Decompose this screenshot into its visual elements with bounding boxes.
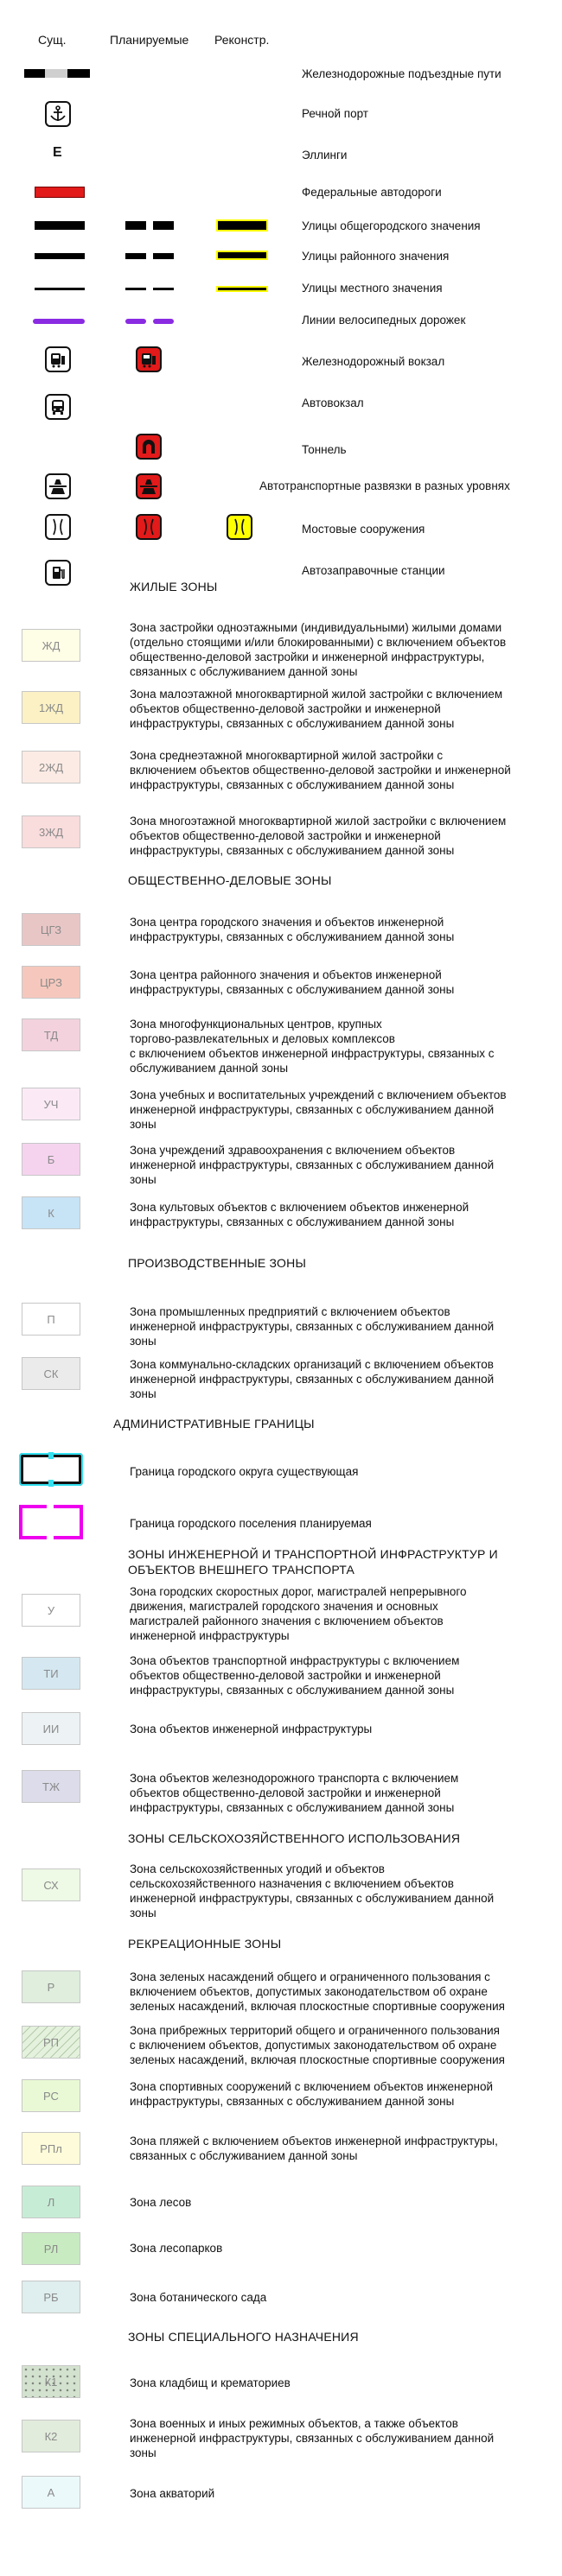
local-street-planned-a bbox=[125, 288, 146, 290]
zone-desc-ii: Зона объектов инженерной инфраструктуры bbox=[130, 1723, 373, 1735]
citywide-street-planned-b bbox=[153, 221, 174, 230]
section-agricultural: ЗОНЫ СЕЛЬСКОХОЗЯЙСТВЕННОГО ИСПОЛЬЗОВАНИЯ bbox=[128, 1831, 461, 1845]
anchor-icon bbox=[45, 101, 71, 127]
zone-desc-r: Зона зеленых насаждений общего и ограниченного пользования с включением объектов, допустимых законодательством об охране зеленых насаждений, включая плоскостные спортивные сооружения bbox=[130, 1970, 505, 2013]
zone-desc-td: Зона многофункциональных центров, крупных торгово-развлекательных и деловых комплексов с включением объектов инженерной инфраструктуры, связанных с обслуживанием данной зоны bbox=[130, 1018, 495, 1075]
district-street-existing bbox=[35, 253, 85, 259]
train-station-icon bbox=[45, 346, 71, 372]
zone-swatch-l: Л bbox=[22, 2186, 80, 2218]
zone-desc-ti: Зона объектов транспортной инфраструктуры с включением объектов общественно-деловой застройки и инженерной инфраструктуры, связанных с обслуживанием данной зоны bbox=[130, 1654, 460, 1697]
zone-desc-rp: Зона прибрежных территорий общего и ограниченного пользования с включением объектов, допустимых законодательством об охране зеленых насаждений, включая плоскостные спортивные сооружения bbox=[130, 2024, 505, 2066]
zone-swatch-r: Р bbox=[22, 1970, 80, 2003]
zone-swatch-3zhd: 3ЖД bbox=[22, 815, 80, 848]
bus-station-icon bbox=[45, 394, 71, 420]
admin-label-planned: Граница городского поселения планируемая bbox=[130, 1517, 372, 1530]
legend-label-river-port: Речной порт bbox=[302, 107, 368, 120]
zone-desc-zhd: Зона застройки одноэтажными (индивидуальными) жилыми домами (отдельно стоящими и/или блокированными) с включением объектов общественно-деловой застройки и инженерной инфраструктуры, связанных с обслуживанием данной зоны bbox=[130, 621, 507, 678]
zone-swatch-sk: СК bbox=[22, 1357, 80, 1390]
zone-desc-u: Зона городских скоростных дорог, магистралей непрерывного движения, магистралей городского значения и основных магистралей районного значения с включением объектов инженерной инфраструктуры bbox=[130, 1585, 467, 1642]
section-recreation: РЕКРЕАЦИОННЫЕ ЗОНЫ bbox=[128, 1937, 282, 1951]
local-street-reconstructed bbox=[216, 286, 268, 292]
legend-label-railway: Железнодорожные подъездные пути bbox=[302, 67, 501, 80]
zone-swatch-tsrz: ЦРЗ bbox=[22, 966, 80, 999]
bridge-planned-icon bbox=[136, 514, 162, 540]
district-street-planned-a bbox=[125, 253, 146, 259]
legend-label-local-streets: Улицы местного значения bbox=[302, 282, 443, 295]
zone-swatch-uch: УЧ bbox=[22, 1088, 80, 1120]
zone-swatch-ii: ИИ bbox=[22, 1712, 80, 1745]
bike-lane-planned-a bbox=[125, 319, 146, 324]
zone-swatch-k2: К2 bbox=[22, 2420, 80, 2452]
citywide-street-existing bbox=[35, 221, 85, 230]
legend-label-federal-highways: Федеральные автодороги bbox=[302, 186, 442, 199]
bike-lane-planned-b bbox=[153, 319, 174, 324]
zone-swatch-b: Б bbox=[22, 1143, 80, 1176]
legend-label-train-station: Железнодорожный вокзал bbox=[302, 355, 445, 368]
zone-swatch-ti: ТИ bbox=[22, 1657, 80, 1690]
legend-label-interchange: Автотранспортные развязки в разных уровнях bbox=[259, 479, 510, 492]
zone-desc-tsrz: Зона центра районного значения и объектов инженерной инфраструктуры, связанных с обслуживанием данной зоны bbox=[130, 968, 455, 996]
slipway-symbol: Е bbox=[53, 145, 62, 160]
zone-desc-k1: Зона кладбищ и крематориев bbox=[130, 2376, 291, 2389]
zone-swatch-rb: РБ bbox=[22, 2281, 80, 2313]
zone-swatch-tsgz: ЦГЗ bbox=[22, 913, 80, 946]
zone-desc-rl: Зона лесопарков bbox=[130, 2242, 223, 2255]
header-existing: Сущ. bbox=[38, 33, 67, 47]
zone-desc-k2: Зона военных и иных режимных объектов, а также объектов инженерной инфраструктуры, связанных с обслуживанием данной зоны bbox=[130, 2417, 495, 2459]
bridge-icon bbox=[45, 514, 71, 540]
zone-swatch-rpl: РПл bbox=[22, 2132, 80, 2165]
section-public: ОБЩЕСТВЕННО-ДЕЛОВЫЕ ЗОНЫ bbox=[128, 873, 332, 887]
legend-label-bus-station: Автовокзал bbox=[302, 397, 364, 409]
admin-boundary-existing-swatch bbox=[19, 1453, 83, 1486]
district-street-planned-b bbox=[153, 253, 174, 259]
admin-label-existing: Граница городского округа существующая bbox=[130, 1465, 359, 1478]
zone-swatch-k1: К1 bbox=[22, 2365, 80, 2398]
section-special: ЗОНЫ СПЕЦИАЛЬНОГО НАЗНАЧЕНИЯ bbox=[128, 2330, 359, 2344]
zone-desc-a: Зона акваторий bbox=[130, 2487, 215, 2500]
legend-label-bridges: Мостовые сооружения bbox=[302, 523, 425, 536]
legend-label-bike-lanes: Линии велосипедных дорожек bbox=[302, 314, 466, 327]
header-reconstructed: Реконстр. bbox=[214, 33, 270, 47]
zone-swatch-rp: РП bbox=[22, 2026, 80, 2059]
bridge-reconstructed-icon bbox=[227, 514, 252, 540]
interchange-planned-icon bbox=[136, 473, 162, 499]
section-engineering-line2: ОБЪЕКТОВ ВНЕШНЕГО ТРАНСПОРТА bbox=[128, 1563, 355, 1577]
federal-highway-symbol bbox=[35, 187, 85, 198]
section-admin: АДМИНИСТРАТИВНЫЕ ГРАНИЦЫ bbox=[113, 1417, 315, 1431]
legend-label-tunnel: Тоннель bbox=[302, 443, 347, 456]
tunnel-icon bbox=[136, 434, 162, 460]
zone-swatch-a: А bbox=[22, 2476, 80, 2509]
zone-desc-rb: Зона ботанического сада bbox=[130, 2291, 267, 2304]
zone-swatch-rs: РС bbox=[22, 2079, 80, 2112]
zone-desc-rpl: Зона пляжей с включением объектов инженерной инфраструктуры, связанных с обслуживанием данной зоны bbox=[130, 2135, 498, 2162]
zone-desc-skh: Зона сельскохозяйственных угодий и объектов сельскохозяйственного назначения с включением объектов инженерной инфраструктуры, связанных с обслуживанием данной зоны bbox=[130, 1862, 495, 1919]
section-engineering-line1: ЗОНЫ ИНЖЕНЕРНОЙ И ТРАНСПОРТНОЙ ИНФРАСТРУКТУР И bbox=[128, 1547, 498, 1561]
zone-swatch-1zhd: 1ЖД bbox=[22, 691, 80, 724]
legend-label-district-streets: Улицы районного значения bbox=[302, 250, 450, 263]
citywide-street-reconstructed bbox=[216, 219, 268, 232]
bike-lane-existing bbox=[33, 319, 85, 324]
citywide-street-planned-a bbox=[125, 221, 146, 230]
zone-swatch-rl: РЛ bbox=[22, 2232, 80, 2265]
zone-desc-rs: Зона спортивных сооружений с включением объектов инженерной инфраструктуры, связанных с обслуживанием данной зоны bbox=[130, 2080, 493, 2108]
railway-symbol bbox=[24, 68, 90, 79]
zone-desc-uch: Зона учебных и воспитательных учреждений с включением объектов инженерной инфраструктуры, связанных с обслуживанием данной зоны bbox=[130, 1088, 507, 1131]
admin-boundary-planned-swatch bbox=[19, 1505, 83, 1539]
zone-desc-l: Зона лесов bbox=[130, 2196, 192, 2209]
legend-label-slipways: Эллинги bbox=[302, 149, 348, 162]
zone-swatch-2zhd: 2ЖД bbox=[22, 751, 80, 784]
local-street-planned-b bbox=[153, 288, 174, 290]
zone-desc-k: Зона культовых объектов с включением объектов инженерной инфраструктуры, связанных с обслуживанием данной зоны bbox=[130, 1201, 469, 1228]
zone-swatch-skh: СХ bbox=[22, 1869, 80, 1901]
district-street-reconstructed bbox=[216, 251, 268, 260]
section-industrial: ПРОИЗВОДСТВЕННЫЕ ЗОНЫ bbox=[128, 1256, 307, 1270]
zone-swatch-td: ТД bbox=[22, 1018, 80, 1051]
zone-desc-sk: Зона коммунально-складских организаций с включением объектов инженерной инфраструктуры, связанных с обслуживанием данной зоны bbox=[130, 1358, 495, 1400]
interchange-icon bbox=[45, 473, 71, 499]
zone-swatch-u: У bbox=[22, 1594, 80, 1627]
zone-swatch-zhd: ЖД bbox=[22, 629, 80, 662]
legend-label-citywide-streets: Улицы общегородского значения bbox=[302, 219, 481, 232]
header-planned: Планируемые bbox=[110, 33, 189, 47]
zone-desc-1zhd: Зона малоэтажной многоквартирной жилой застройки с включением объектов общественно-деловой застройки и инженерной инфраструктуры, связанных с обслуживанием данной зоны bbox=[130, 688, 503, 730]
zone-desc-tzh: Зона объектов железнодорожного транспорта с включением объектов общественно-деловой застройки и инженерной инфраструктуры, связанных с обслуживанием данной зоны bbox=[130, 1772, 459, 1814]
zone-desc-2zhd: Зона среднеэтажной многоквартирной жилой застройки с включением объектов общественно-деловой застройки и инженерной инфраструктуры, связанных с обслуживанием данной зоны bbox=[130, 749, 511, 791]
zone-desc-3zhd: Зона многоэтажной многоквартирной жилой застройки с включением объектов общественно-деловой застройки и инженерной инфраструктуры, связанных с обслуживанием данной зоны bbox=[130, 815, 507, 857]
train-station-planned-icon bbox=[136, 346, 162, 372]
fuel-station-icon bbox=[45, 560, 71, 586]
zone-swatch-k: К bbox=[22, 1196, 80, 1229]
zone-desc-tsgz: Зона центра городского значения и объектов инженерной инфраструктуры, связанных с обслуживанием данной зоны bbox=[130, 916, 455, 943]
zone-swatch-p: П bbox=[22, 1303, 80, 1336]
section-residential: ЖИЛЫЕ ЗОНЫ bbox=[130, 580, 218, 593]
local-street-existing bbox=[35, 288, 85, 290]
zone-desc-p: Зона промышленных предприятий с включением объектов инженерной инфраструктуры, связанных с обслуживанием данной зоны bbox=[130, 1305, 495, 1348]
legend-label-fuel-station: Автозаправочные станции bbox=[302, 564, 445, 577]
zone-desc-b: Зона учреждений здравоохранения с включением объектов инженерной инфраструктуры, связанных с обслуживанием данной зоны bbox=[130, 1144, 495, 1186]
zone-swatch-tzh: ТЖ bbox=[22, 1770, 80, 1803]
